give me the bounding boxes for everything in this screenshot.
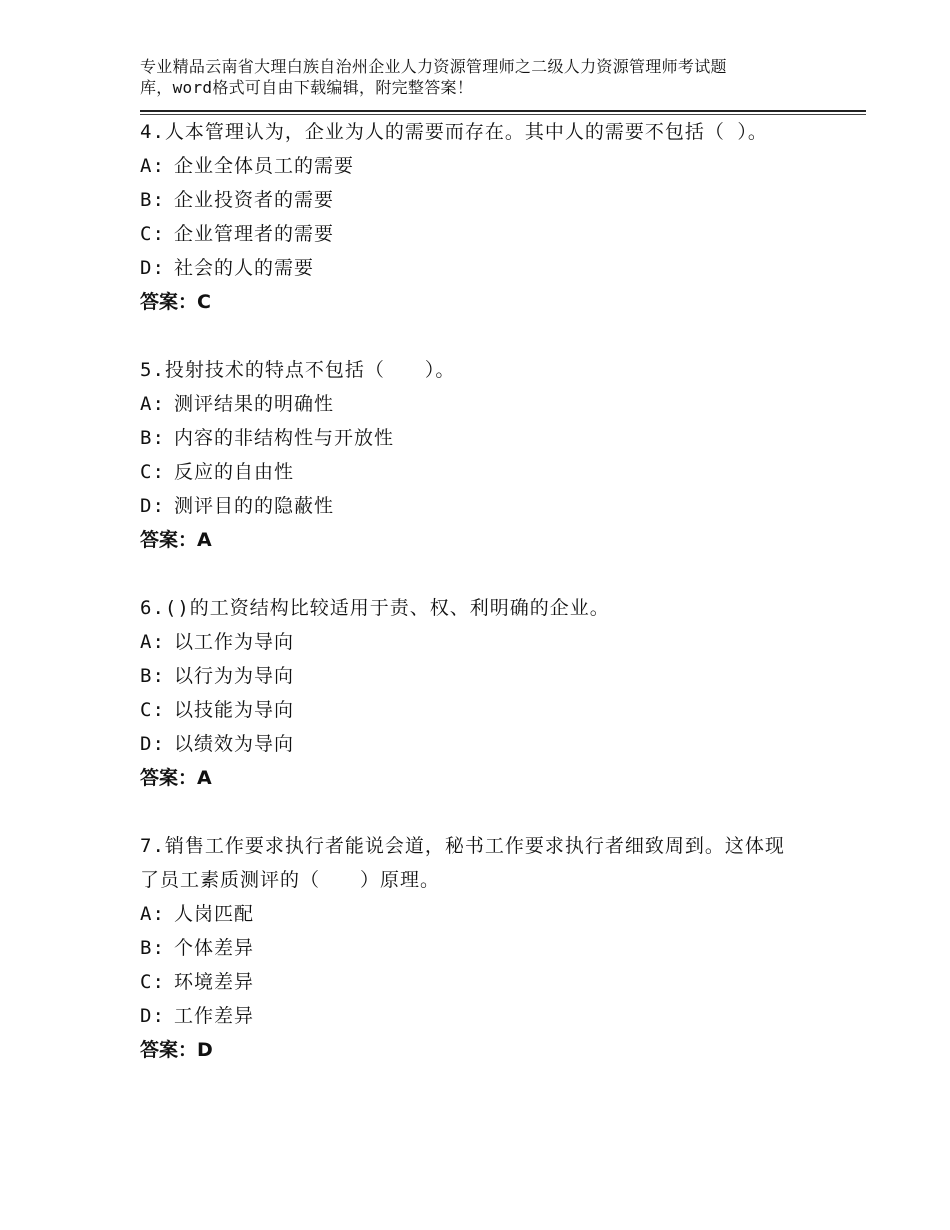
option-key: D: [140, 495, 165, 517]
option-text: 社会的人的需要 [174, 257, 315, 279]
option-text: 以技能为导向 [174, 699, 295, 721]
option-text: 企业投资者的需要 [174, 189, 335, 211]
option-c [140, 965, 866, 999]
option-c [140, 455, 866, 489]
answer-value: A [197, 767, 212, 789]
option-d [140, 251, 866, 285]
answer-line [140, 285, 866, 319]
option-key: B: [140, 189, 165, 211]
option-text: 以工作为导向 [174, 631, 295, 653]
option-d [140, 727, 866, 761]
option-text: 测评目的的隐蔽性 [174, 495, 335, 517]
option-key: A: [140, 631, 165, 653]
answer-label: 答案： [140, 291, 198, 313]
option-b [140, 659, 866, 693]
option-key: B: [140, 937, 165, 959]
question-4 [140, 115, 866, 319]
option-text: 内容的非结构性与开放性 [174, 427, 395, 449]
document-header [140, 56, 866, 98]
question-7 [140, 829, 866, 1067]
option-text: 以行为为导向 [174, 665, 295, 687]
answer-value: D [197, 1039, 213, 1061]
option-key: C: [140, 461, 165, 483]
option-key: B: [140, 427, 165, 449]
option-key: A: [140, 903, 165, 925]
answer-label: 答案： [140, 529, 198, 551]
option-key: C: [140, 699, 165, 721]
option-d [140, 489, 866, 523]
option-a [140, 897, 866, 931]
option-text: 企业全体员工的需要 [174, 155, 355, 177]
question-stem: 4.人本管理认为，企业为人的需要而存在。其中人的需要不包括（ ）。 [140, 121, 768, 143]
option-text: 环境差异 [174, 971, 255, 993]
option-key: D: [140, 1005, 165, 1027]
header-line-2: 库，word格式可自由下载编辑，附完整答案！ [140, 78, 474, 97]
spacer [140, 319, 866, 353]
question-stem: 7.销售工作要求执行者能说会道，秘书工作要求执行者细致周到。这体现了员工素质测评的（ ）原理。 [140, 835, 785, 891]
option-key: A: [140, 155, 165, 177]
option-text: 反应的自由性 [174, 461, 295, 483]
question-5 [140, 353, 866, 557]
option-text: 测评结果的明确性 [174, 393, 335, 415]
option-b [140, 183, 866, 217]
option-text: 工作差异 [174, 1005, 255, 1027]
answer-label: 答案： [140, 1039, 198, 1061]
answer-line [140, 761, 866, 795]
option-key: D: [140, 733, 165, 755]
question-list [140, 115, 866, 1067]
option-a [140, 387, 866, 421]
document-page [140, 56, 866, 1067]
option-b [140, 421, 866, 455]
option-text: 个体差异 [174, 937, 255, 959]
option-text: 企业管理者的需要 [174, 223, 335, 245]
answer-line [140, 523, 866, 557]
answer-label: 答案： [140, 767, 198, 789]
spacer [140, 795, 866, 829]
option-a [140, 149, 866, 183]
option-d [140, 999, 866, 1033]
answer-line [140, 1033, 866, 1067]
spacer [140, 557, 866, 591]
option-key: D: [140, 257, 165, 279]
answer-value: A [197, 529, 212, 551]
option-c [140, 693, 866, 727]
option-key: A: [140, 393, 165, 415]
option-key: B: [140, 665, 165, 687]
question-6 [140, 591, 866, 795]
option-a [140, 625, 866, 659]
option-b [140, 931, 866, 965]
option-text: 人岗匹配 [174, 903, 255, 925]
question-stem: 5.投射技术的特点不包括（ ）。 [140, 359, 456, 381]
answer-value: C [197, 291, 211, 313]
header-line-1: 专业精品云南省大理白族自治州企业人力资源管理师之二级人力资源管理师考试题 [140, 57, 727, 76]
option-key: C: [140, 223, 165, 245]
option-text: 以绩效为导向 [174, 733, 295, 755]
question-stem: 6.()的工资结构比较适用于责、权、利明确的企业。 [140, 597, 610, 619]
option-c [140, 217, 866, 251]
option-key: C: [140, 971, 165, 993]
